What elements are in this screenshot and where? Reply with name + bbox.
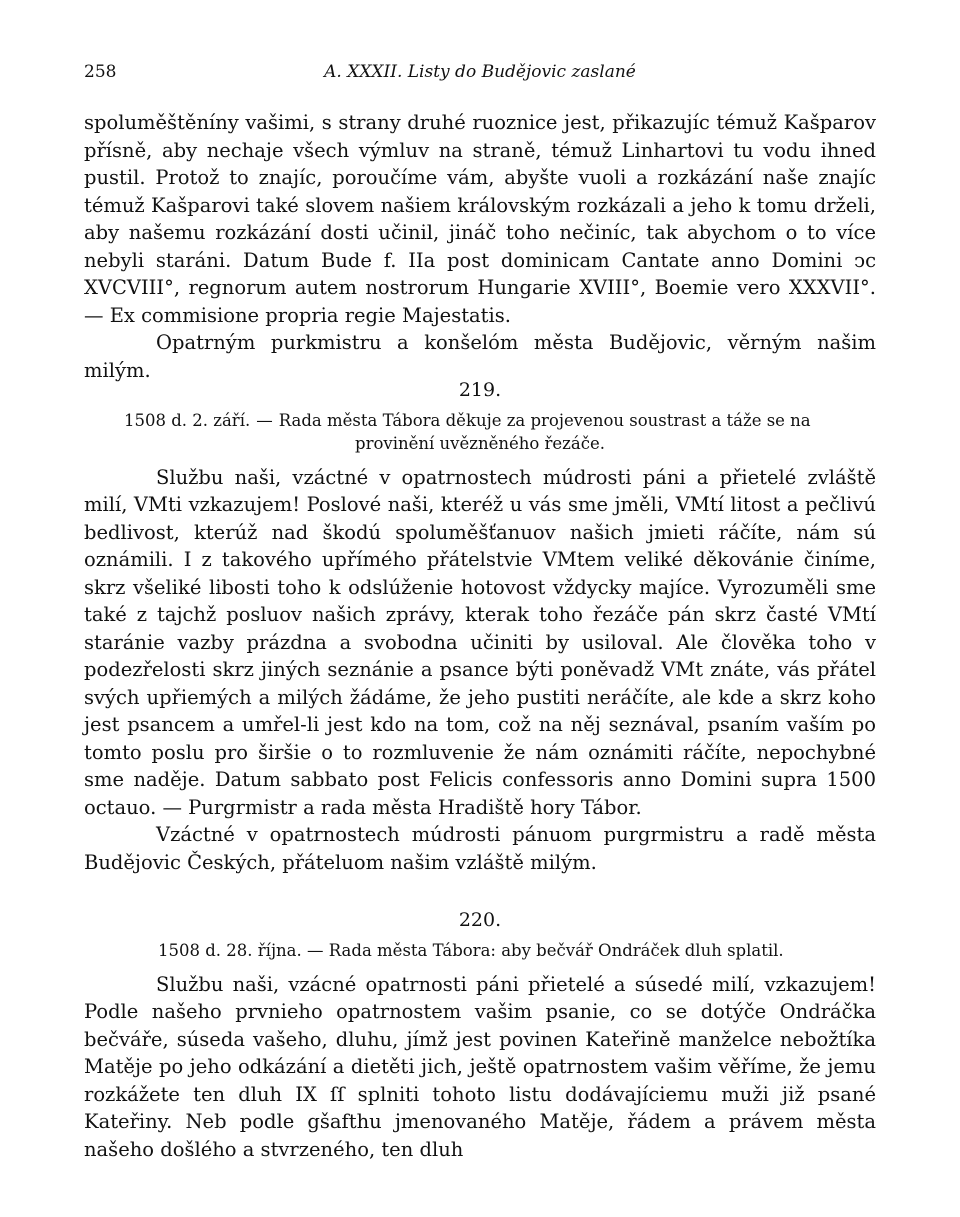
summary-line-1: Rada města Tábora děkuje za projevenou soustrast a táže se na [278, 410, 811, 430]
letter-number: 220. [458, 909, 502, 931]
letter-218-continuation [84, 109, 876, 384]
letter-number: 219. [458, 379, 502, 401]
letter-date: 1508 d. 2. září. [124, 410, 251, 430]
summary-line-2: provinění uvězněného řezáče. [355, 433, 605, 453]
summary-dash: — [256, 410, 273, 430]
page-number: 258 [84, 62, 117, 82]
letter-summary: 1508 d. 28. října. — Rada města Tábora: aby bečvář Ondráček dluh splatil. [158, 940, 784, 960]
letter-body: Službu naši, vzáctné v opatrnostech múdrosti páni a přietelé zvláště milí, VMti vzkazujem! Poslové naši, kteréž u vás sme jměli, VMtí litost a pečlivú bedlivost, kterúž nad škodú spoluměšťanuov našich jmieti ráčíte, nám sú oznámili. I z takového upřímého přátelstvie VMtem veliké děkovánie činíme, skrz všeliké libosti toho k odslúženie hotovost vždycky majíce. Vyrozuměli sme také z tajchž posluov našich zprávy, kterak toho řezáče pán skrz časté VMtí staránie vazby prázdna a svobodna učiniti by usiloval. Ale člověka toho v podezřelosti skrz jiných seznánie a psance býti poněvadž VMt znáte, vás přátel svých upřiemých a milých žádáme, že jeho pustiti neráčíte, ale kde a skrz koho jest psancem a umřel-li jest kdo na tom, což na něj seznával, psaním vaším po tomto poslu pro širšie o to rozmluvenie že nám oznámiti ráčíte, nepochybné sme naděje. Datum sabbato post Felicis confessoris anno Domini supra 1500 octauo. — Purgrmistr a rada města Hradiště hory Tábor. [84, 465, 876, 819]
letter-summary [84, 409, 876, 455]
letter-219 [84, 377, 876, 876]
running-title: A. XXXII. Listy do Budějovic zaslané [324, 62, 636, 82]
letter-218-address: Opatrným purkmistru a konšelóm města Budějovic, věrným našim milým. [84, 331, 876, 382]
letter-220 [84, 907, 876, 1163]
letter-address: Vzáctné v opatrnostech múdrosti pánuom purgrmistru a radě města Budějovic Českých, přáteluom našim vzláště milým. [84, 823, 876, 874]
page-header [84, 62, 876, 86]
letter-body: Službu naši, vzácné opatrnosti páni přietelé a súsedé milí, vzkazujem! Podle našeho prvnieho opatrnostem vašim psanie, co se dotýče Ondráčka bečvářе, súseda vašeho, dluhu, jímž jest povinen Kateřině manželce nebožtíka Matěje po jeho odkázání a dietěti jich, ještě opatrnostem vašim věříme, že jemu rozkážete ten dluh IX ſſ splniti tohoto listu dodávajíciemu muži již psané Kateřiny. Neb podle gšafthu jmenovaného Matěje, řádem a právem města našeho došlého a stvrzeného, ten dluh [84, 972, 876, 1161]
letter-218-body: spoluměštěníny vašimi, s strany druhé ruoznice jest, přikazujíc témuž Kašparov přísně, aby nechaje všech výmluv na straně, témuž Linhartovi tu vodu ihned pustil. Protož to znajíc, poroučíme vám, abyšte vuoli a rozkázání naše znajíc témuž Kašparovi také slovem našiem královským rozkázali a jeho k tomu drželi, aby našemu rozkázání dosti učinil, jináč toho nečiníc, tak abychom o to více nebyli staráni. Datum Bude f. IIa post dominicam Cantate anno Domini ↄc XVCVIII°, regnorum autem nostrorum Hungarie XVIII°, Boemie vero XXXVII°. — Ex commisione propria regie Majestatis. [84, 111, 876, 327]
